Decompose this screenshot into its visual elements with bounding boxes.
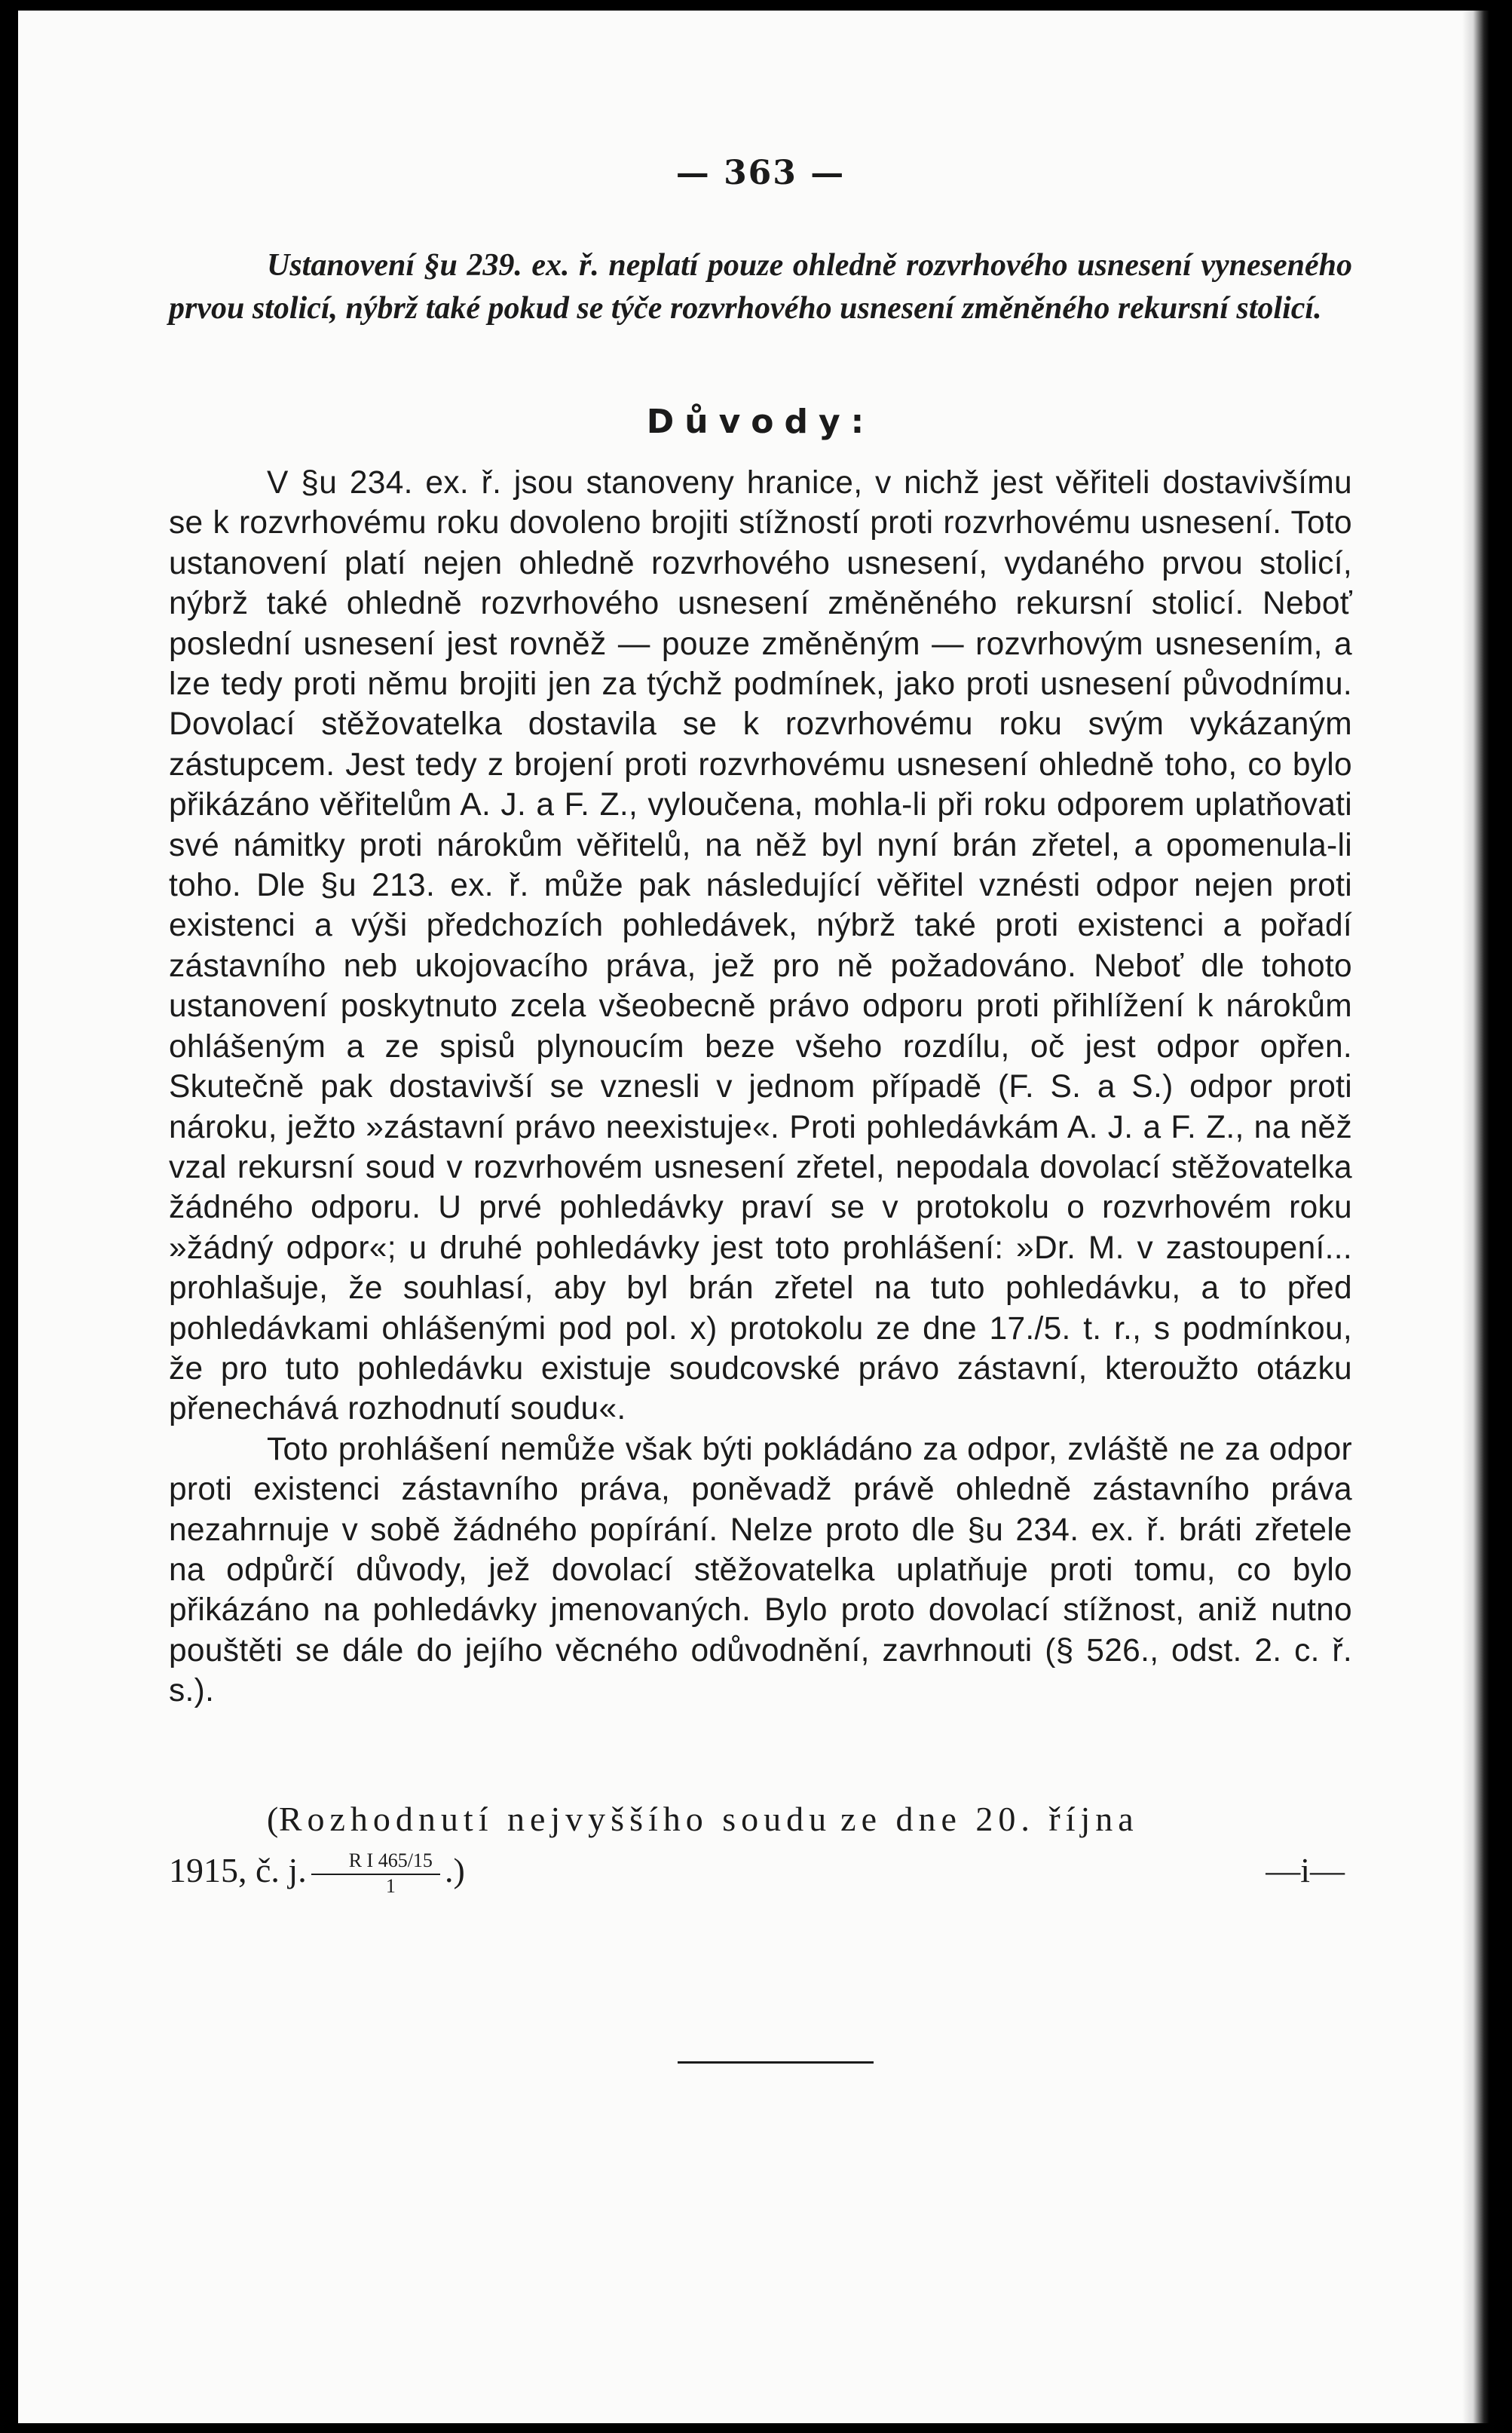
decision-year-ref: 1915, č. j. <box>169 1851 307 1889</box>
decision-open-paren: ( <box>267 1800 279 1838</box>
decision-close-paren: .) <box>444 1851 465 1889</box>
author-signature: —i— <box>1266 1851 1345 1889</box>
page-edge-shadow <box>1462 11 1489 2423</box>
decision-date: ze dne 20. října <box>840 1800 1139 1838</box>
reasons-heading: Důvody: <box>646 403 875 441</box>
decision-ref-numerator: R I 465/15 <box>311 1849 440 1875</box>
reasons-paragraph-2: Toto prohlášení nemůže však býti pokládáno za odpor, zvláště ne za odpor proti existenci zástavního práva, poněvadž právě ohledně zástavního práva nezahrnuje v sobě žádného popírání. Nelze proto dle §u 234. ex. ř. bráti zřetele na odpůrčí důvody, jež dovolací stěžovatelka uplatňuje proti tomu, co bylo přikázáno na pohledávky jmenovaných. Bylo proto dovolací stížnost, aniž nutno pouštěti se dále do jejího věcného odůvodnění, zavrhnouti (§ 526., odst. 2. c. ř. s.). <box>169 1431 1352 1709</box>
page-number: — 363 — <box>675 154 846 192</box>
reasons-paragraph-1: V §u 234. ex. ř. jsou stanoveny hranice, v nichž jest věřiteli dostavivšímu se k rozvrhovému roku dovoleno brojiti stížností proti rozvrhovému usnesení. Toto ustanovení platí nejen ohledně rozvrhového usnesení, vydaného prvou stolicí, nýbrž také ohledně rozvrhového usnesení změněného rekursní stolicí. Neboť poslední usnesení jest rovněž — pouze změněným — rozvrhovým usnesením, a lze tedy proti němu brojiti jen za týchž podmínek, jako proti usnesení původnímu. Dovolací stěžovatelka dostavila se k rozvrhovému roku svým vykázaným zástupcem. Jest tedy z brojení proti rozvrhovému usnesení ohledně toho, co bylo přikázáno věřitelům A. J. a F. Z., vyloučena, mohla-li při roku odporem uplatňovati své námitky proti nárokům věřitelů, na něž byl nyní brán zřetel, a opomenula-li toho. Dle §u 213. ex. ř. může pak následující věřitel vznésti odpor nejen proti existenci a výši předchozích pohledávek, nýbrž také proti existenci a pořadí zástavního neb ukojovacího práva, jež pro ně požadováno. Neboť dle tohoto ustanovení poskytnuto zcela všeobecně právo odporu proti přihlížení k nárokům ohlášeným a ze spisů plynoucím beze všeho rozdílu, oč jest odpor opřen. Skutečně pak dostavivší se vznesli v jednom případě (F. S. a S.) odpor proti nároku, ježto »zástavní právo neexistuje«. Proti pohledávkám A. J. a F. Z., na něž vzal rekursní soud v rozvrhovém usnesení zřetel, nepodala dovolací stěžovatelka žádného odporu. U prvé pohledávky praví se v protokolu o rozvrhovém roku »žádný odpor«; u druhé pohledávky jest toto prohlášení: »Dr. M. v zastoupení... prohlašuje, že souhlasí, aby byl brán zřetel na tuto pohledávku, a to před pohledávkami ohlášenými pod pol. x) protokolu ze dne 17./5. t. r., s podmínkou, že pro tuto pohledávku existuje soudcovské právo zástavní, kteroužto otázku přenechává rozhodnutí soudu«. <box>169 465 1352 1427</box>
reasons-body <box>169 463 1352 1711</box>
decision-reference-fraction <box>311 1849 440 1898</box>
book-page <box>18 11 1489 2423</box>
decision-line-1 <box>169 1797 1352 1841</box>
decision-court-label: Rozhodnutí nejvyššího soudu <box>278 1800 832 1838</box>
legal-headnote: Ustanovení §u 239. ex. ř. neplatí pouze ohledně rozvrhového usnesení vyneseného prvou stolicí, nýbrž také pokud se týče rozvrhového usnesení změněného rekursní stolicí. <box>169 248 1352 326</box>
section-divider <box>678 2061 874 2064</box>
decision-citation <box>169 1797 1352 1901</box>
decision-ref-denominator: 1 <box>385 1875 396 1898</box>
decision-line-2 <box>169 1849 1352 1901</box>
